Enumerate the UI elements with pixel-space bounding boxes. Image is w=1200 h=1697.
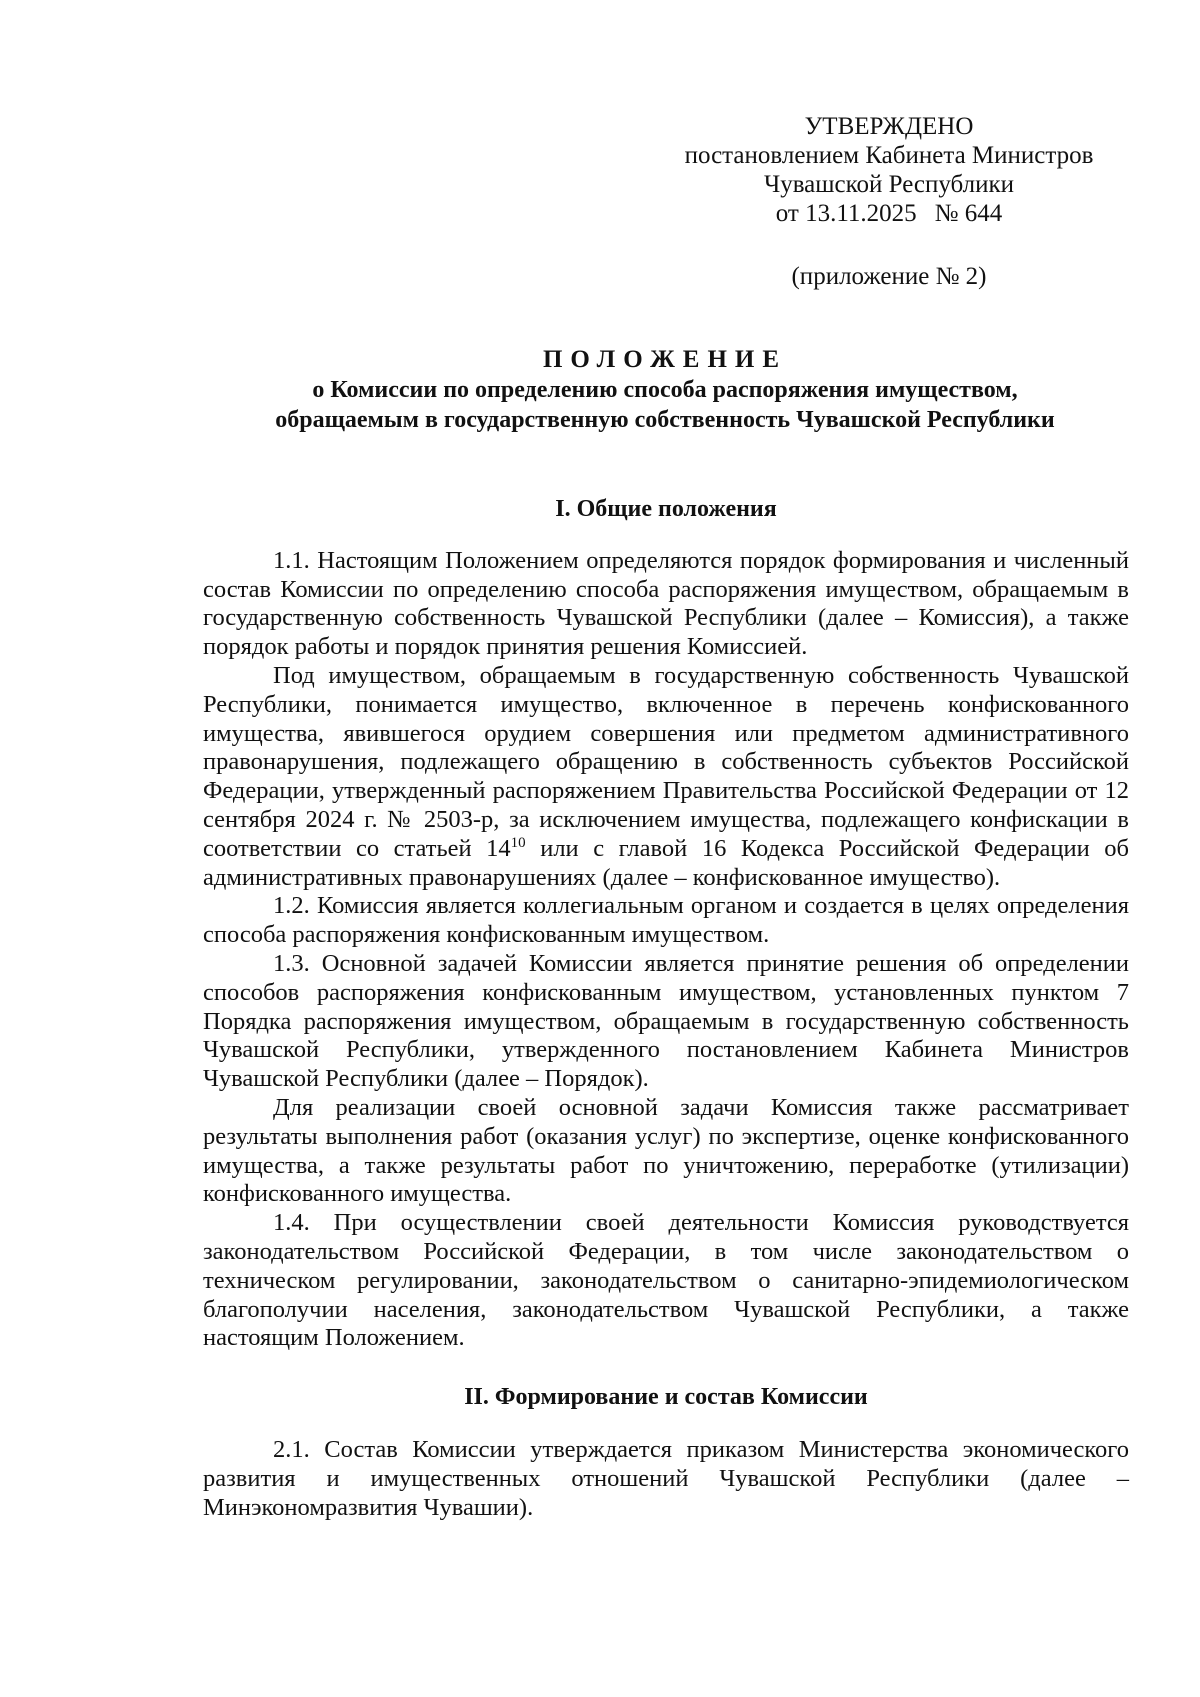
document-body [203, 495, 1129, 1522]
section-1-heading: I. Общие положения [555, 496, 777, 522]
paragraph-property-definition-part-1: Под имуществом, обращаемым в государственную собственность Чувашской Республики, понимается имущество, включенное в перечень конфискованного имущества, явившегося орудием совершения или предметом административного правонарушения, подлежащего обращению в собственность субъектов Российской Федерации, утвержденный распоряжением Правительства Российской Федерации от 12 сентября 2024 г. № 2503-р, за исключением имущества, подлежащего конфискации в соответствии со статьей 14 [203, 661, 1129, 862]
approval-number: № 644 [934, 200, 1003, 227]
approval-date: от 13.11.2025 [775, 200, 917, 227]
approval-date-line [666, 199, 1112, 228]
paragraph-1-1: 1.1. Настоящим Положением определяются порядок формирования и численный состав Комиссии по определению способа распоряжения имуществом, обращаемым в государственную собственность Чувашской Республики (далее – Комиссия), а также порядок работы и порядок принятия решения Комиссией. [203, 546, 1129, 661]
approval-region: Чувашской Республики [763, 171, 1015, 198]
paragraph-1-2: 1.2. Комиссия является коллегиальным органом и создается в целях определения способа распоряжения конфискованным имуществом. [203, 892, 1129, 949]
paragraph-1-4: 1.4. При осуществлении своей деятельности Комиссия руководствуется законодательством Российской Федерации, в том числе законодательством о техническом регулировании, законодательством о санитарно-эпидемиологическом благополучии населения, законодательством Чувашской Республики, а также настоящим Положением. [203, 1209, 1129, 1352]
title-line-2: обращаемым в государственную собственность Чувашской Республики [275, 407, 1055, 433]
approval-authority: постановлением Кабинета Министров [684, 142, 1094, 169]
appendix-label: (приложение № 2) [791, 263, 987, 290]
approval-stamp [666, 112, 1112, 228]
section-2-heading: II. Формирование и состав Комиссии [464, 1384, 868, 1411]
paragraph-1-3: 1.3. Основной задачей Комиссии является принятие решения об определении способов распоряжения конфискованным имуществом, установленных пунктом 7 Порядка распоряжения имуществом, обращаемым в государственную собственность Чувашской Республики, утвержденного постановлением Кабинета Министров Чувашской Республики (далее – Порядок). [203, 949, 1129, 1093]
document-title [200, 345, 1130, 435]
article-superscript: 10 [510, 834, 526, 851]
paragraph-property-definition [203, 662, 1129, 892]
paragraph-property-definition-part-2: или с главой 16 Кодекса Российской Федерации об административных правонарушениях (далее – конфискованное имущество). [203, 834, 1129, 891]
paragraph-2-1: 2.1. Состав Комиссии утверждается приказом Министерства экономического развития и имущественных отношений Чувашской Республики (далее – Минэкономразвития Чувашии). [203, 1435, 1129, 1521]
approval-heading: УТВЕРЖДЕНО [804, 113, 974, 140]
title-line-1: о Комиссии по определению способа распоряжения имуществом, [312, 377, 1018, 403]
paragraph-main-task: Для реализации своей основной задачи Комиссия также рассматривает результаты выполнения работ (оказания услуг) по экспертизе, оценке конфискованного имущества, а также результаты работ по уничтожению, переработке (утилизации) конфискованного имущества. [203, 1093, 1129, 1208]
title-heading: ПОЛОЖЕНИЕ [542, 346, 788, 373]
